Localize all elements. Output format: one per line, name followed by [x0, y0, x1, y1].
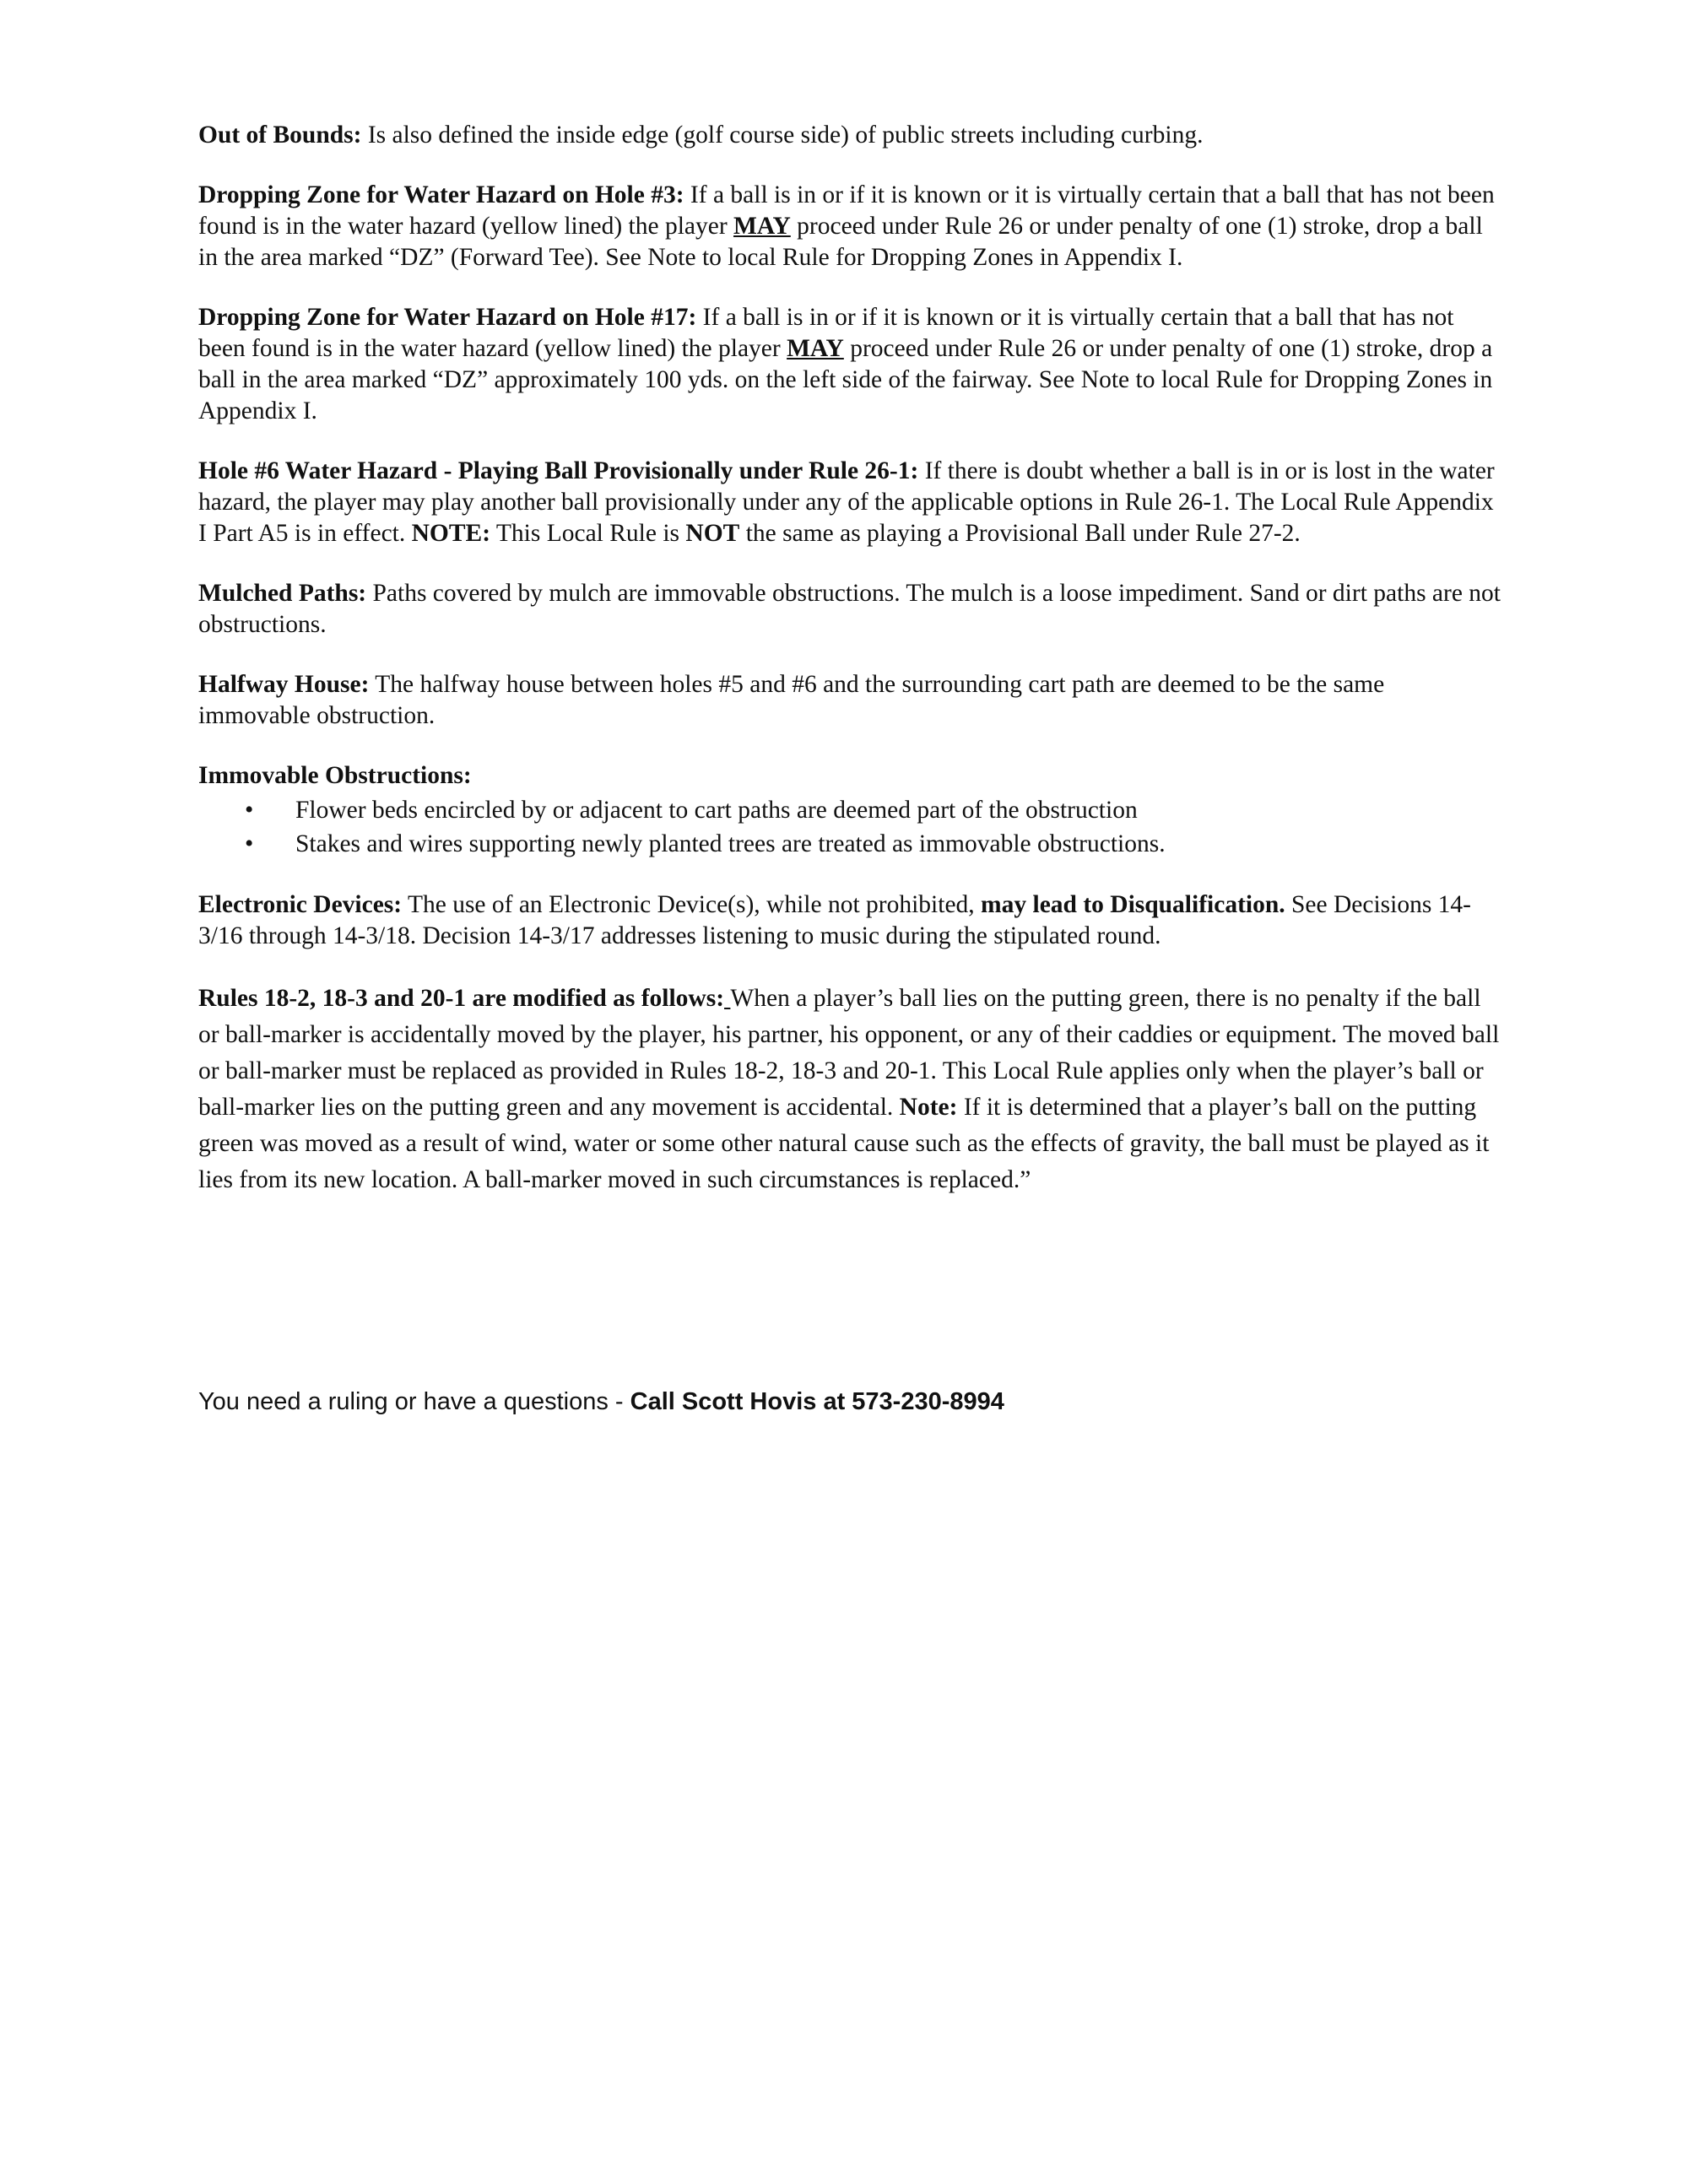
electronic-devices-rule: [198, 889, 1502, 952]
contact-line: [198, 1388, 1004, 1416]
not-emphasis: NOT: [685, 520, 740, 547]
dropping-zone-hole-3-rule: [198, 180, 1502, 273]
hole-6-text-b: This Local Rule is: [490, 520, 686, 547]
out-of-bounds-heading: Out of Bounds:: [198, 122, 362, 149]
dropping-zone-hole-17-text-a: If a ball is in or if it is known or it is virtually certain that a ball that has not been found is in the water hazard (yellow lined) the player: [198, 304, 1454, 362]
out-of-bounds-rule: [198, 120, 1502, 151]
list-item-text: Flower beds encircled by or adjacent to cart paths are deemed part of the obstruction: [295, 797, 1138, 824]
dropping-zone-hole-17-rule: [198, 302, 1502, 427]
contact-prefix: You need a ruling or have a questions -: [198, 1388, 630, 1415]
halfway-house-rule: [198, 669, 1502, 732]
electronic-devices-heading: Electronic Devices:: [198, 891, 403, 918]
dropping-zone-hole-17-text-b: proceed under Rule 26 or under penalty of one (1) stroke, drop a ball in the area marked “DZ” approximately 100 yds. on the left side of the fairway. See Note to local Rule for Dropping Zones in Appendix I.: [198, 335, 1493, 424]
rules-18-2-heading: Rules 18-2, 18-3 and 20-1 are modified as follows:: [198, 985, 725, 1012]
note-label: Note:: [899, 1094, 958, 1121]
dropping-zone-hole-17-heading: Dropping Zone for Water Hazard on Hole #17:: [198, 304, 697, 331]
halfway-house-heading: Halfway House:: [198, 671, 370, 698]
bullet-icon: •: [245, 830, 254, 857]
rules-18-2-text-a: When a player’s ball lies on the putting green, there is no penalty if the ball or ball-marker is accidentally moved by the player, his partner, his opponent, or any of their caddies or equipment. The moved ball or ball-marker must be replaced as provided in Rules 18-2, 18-3 and 20-1. This Local Rule applies only when the player’s ball or ball-marker lies on the putting green and any movement is accidental.: [198, 985, 1500, 1121]
disqualification-emphasis: may lead to Disqualification.: [981, 891, 1285, 918]
note-label: NOTE:: [411, 520, 491, 547]
electronic-devices-text-b: See Decisions 14-3/16 through 14-3/18. Decision 14-3/17 addresses listening to music during the stipulated round.: [198, 891, 1472, 949]
mulched-paths-rule: [198, 578, 1502, 641]
bullet-icon: •: [245, 797, 254, 824]
dropping-zone-hole-3-text-a: If a ball is in or if it is known or it is virtually certain that a ball that has not been found is in the water hazard (yellow lined) the player: [198, 181, 1495, 240]
immovable-obstructions-rule: [198, 760, 1502, 861]
rules-18-2-text-b: If it is determined that a player’s ball on the putting green was moved as a result of wind, water or some other natural cause such as the effects of gravity, the ball must be played as it lies from its new location. A ball-marker moved in such circumstances is replaced.”: [198, 1094, 1490, 1193]
list-item: [198, 827, 1502, 861]
list-item: [198, 793, 1502, 827]
hole-6-text-a: If there is doubt whether a ball is in or is lost in the water hazard, the player may play another ball provisionally under any of the applicable options in Rule 26-1. The Local Rule Appendix I Part A5 is in effect.: [198, 457, 1495, 547]
dropping-zone-hole-3-heading: Dropping Zone for Water Hazard on Hole #3:: [198, 181, 684, 208]
may-emphasis: MAY: [733, 213, 791, 240]
dropping-zone-hole-3-text-b: proceed under Rule 26 or under penalty of one (1) stroke, drop a ball in the area marked “DZ” (Forward Tee). See Note to local Rule for Dropping Zones in Appendix I.: [198, 213, 1483, 271]
hole-6-water-hazard-rule: [198, 456, 1502, 549]
mulched-paths-text: Paths covered by mulch are immovable obstructions. The mulch is a loose impediment. Sand or dirt paths are not obstructions.: [198, 580, 1501, 638]
list-item-text: Stakes and wires supporting newly planted trees are treated as immovable obstructions.: [295, 830, 1166, 857]
may-emphasis: MAY: [787, 335, 844, 362]
out-of-bounds-text: Is also defined the inside edge (golf course side) of public streets including curbing.: [361, 122, 1204, 149]
rules-18-2-modification: [198, 981, 1502, 1198]
document-body: [198, 120, 1502, 1227]
immovable-obstructions-heading: Immovable Obstructions:: [198, 762, 472, 789]
hole-6-water-hazard-heading: Hole #6 Water Hazard - Playing Ball Provisionally under Rule 26-1:: [198, 457, 919, 484]
mulched-paths-heading: Mulched Paths:: [198, 580, 367, 607]
contact-call: Call Scott Hovis at 573-230-8994: [630, 1388, 1004, 1415]
halfway-house-text: The halfway house between holes #5 and #6 and the surrounding cart path are deemed to be the same immovable obstruction.: [198, 671, 1385, 729]
electronic-devices-text-a: The use of an Electronic Device(s), while not prohibited,: [402, 891, 982, 918]
immovable-obstructions-list: [198, 793, 1502, 861]
hole-6-text-c: the same as playing a Provisional Ball under Rule 27-2.: [739, 520, 1301, 547]
